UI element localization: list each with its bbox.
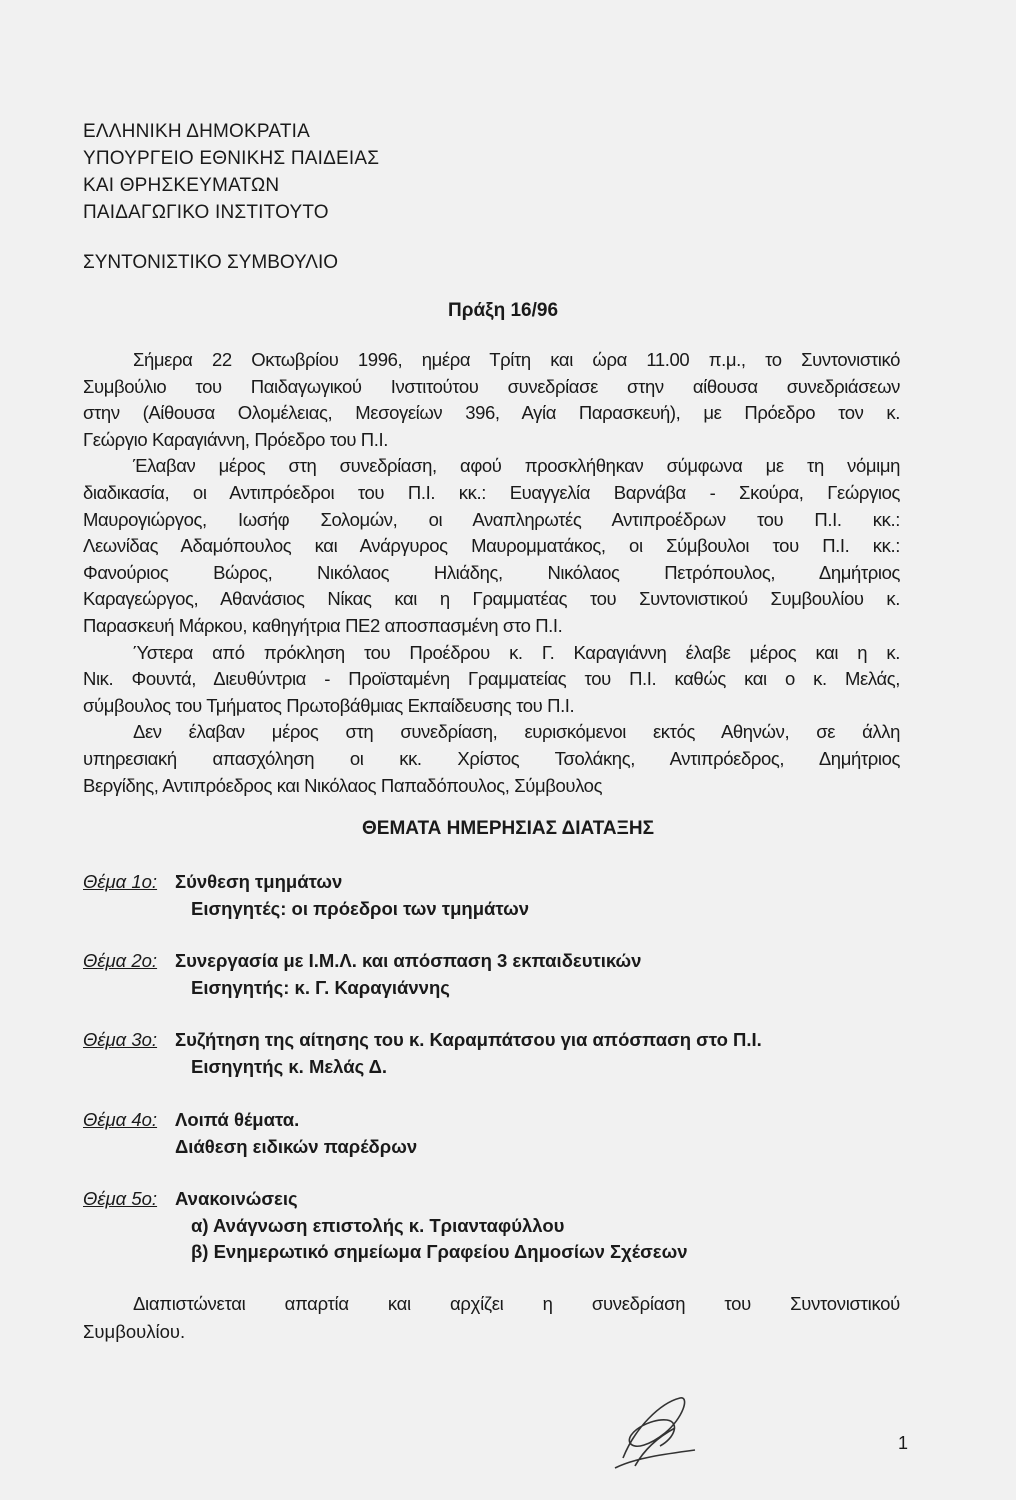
agenda-topic bbox=[83, 1186, 688, 1266]
signature bbox=[605, 1388, 705, 1478]
closing-line: Συμβουλίου. bbox=[83, 1321, 186, 1342]
body-line: Βεργίδης, Αντιπρόεδρος και Νικόλαος Παπαδόπουλος, Σύμβουλος bbox=[83, 774, 603, 796]
letterhead-line: ΚΑΙ ΘΡΗΣΚΕΥΜΑΤΩΝ bbox=[83, 175, 280, 196]
body-line: διαδικασία, οι Αντιπρόεδροι του Π.Ι. κκ.: Ευαγγελία Βαρνάβα - Σκούρα, Γεώργιος bbox=[83, 481, 900, 503]
topic-label: Θέμα 4ο: bbox=[83, 1109, 158, 1130]
topic-label: Θέμα 1ο: bbox=[83, 871, 158, 892]
body-line: Συμβούλιο του Παιδαγωγικού Ινστιτούτου συνεδρίασε στην αίθουσα συνεδριάσεων bbox=[83, 375, 900, 397]
closing-line: Διαπιστώνεται απαρτία και αρχίζει η συνεδρίαση του Συντονιστικού bbox=[133, 1293, 900, 1314]
agenda-topic bbox=[83, 1107, 417, 1160]
body-line: υπηρεσιακή απασχόληση οι κκ. Χρίστος Τσολάκης, Αντιπρόεδρος, Δημήτριος bbox=[83, 747, 900, 769]
body-line: Παρασκευή Μάρκου, καθηγήτρια ΠΕ2 αποσπασμένη στο Π.Ι. bbox=[83, 614, 563, 636]
topic-subline: Εισηγητής: κ. Γ. Καραγιάννης bbox=[191, 976, 450, 998]
closing-paragraph bbox=[83, 1290, 900, 1346]
minutes-body bbox=[83, 347, 900, 799]
topic-title: Ανακοινώσεις bbox=[175, 1188, 298, 1209]
agenda-title: ΘΕΜΑΤΑ ΗΜΕΡΗΣΙΑΣ ΔΙΑΤΑΞΗΣ bbox=[362, 818, 654, 839]
page-number: 1 bbox=[898, 1433, 909, 1453]
body-line: Γεώργιο Καραγιάννη, Πρόεδρο του Π.Ι. bbox=[83, 428, 388, 450]
topic-title: Λοιπά θέματα. bbox=[175, 1109, 300, 1130]
agenda-topic bbox=[83, 869, 529, 922]
body-line: Ύστερα από πρόκληση του Προέδρου κ. Γ. Καραγιάννη έλαβε μέρος και η κ. bbox=[133, 641, 900, 663]
topic-label: Θέμα 3ο: bbox=[83, 1029, 158, 1050]
body-line: Μαυρογιώργος, Ιωσήφ Σολομών, οι Αναπληρωτές Αντιπροέδρων του Π.Ι. κκ.: bbox=[83, 508, 900, 530]
letterhead-line: ΠΑΙΔΑΓΩΓΙΚΟ ΙΝΣΤΙΤΟΥΤΟ bbox=[83, 202, 329, 223]
agenda-topic bbox=[83, 948, 641, 1001]
body-line: στην (Αίθουσα Ολομέλειας, Μεσογείων 396, Αγία Παρασκευή), με Πρόεδρο τον κ. bbox=[83, 402, 900, 424]
body-line: Έλαβαν μέρος στη συνεδρίαση, αφού προσκλήθηκαν σύμφωνα με τη νόμιμη bbox=[133, 455, 900, 477]
body-line: Δεν έλαβαν μέρος στη συνεδρίαση, ευρισκόμενοι εκτός Αθηνών, σε άλλη bbox=[133, 721, 900, 743]
body-line: Λεωνίδας Αδαμόπουλος και Ανάργυρος Μαυρομματάκος, οι Σύμβουλοι του Π.Ι. κκ.: bbox=[83, 535, 900, 557]
letterhead-line: ΥΠΟΥΡΓΕΙΟ ΕΘΝΙΚΗΣ ΠΑΙΔΕΙΑΣ bbox=[83, 148, 380, 169]
topic-title: Συνεργασία με Ι.Μ.Λ. και απόσπαση 3 εκπαιδευτικών bbox=[175, 950, 642, 971]
agenda-topic bbox=[83, 1027, 762, 1080]
letterhead bbox=[83, 118, 379, 226]
topic-subline: β) Ενημερωτικό σημείωμα Γραφείου Δημοσίων Σχέσεων bbox=[191, 1241, 688, 1262]
act-number-text: Πράξη 16/96 bbox=[447, 300, 559, 321]
topic-subline: α) Ανάγνωση επιστολής κ. Τριανταφύλλου bbox=[191, 1214, 565, 1236]
topic-subline: Εισηγητής κ. Μελάς Δ. bbox=[191, 1055, 388, 1077]
topic-title: Συζήτηση της αίτησης του κ. Καραμπάτσου για απόσπαση στο Π.Ι. bbox=[175, 1029, 762, 1050]
topic-subline: Διάθεση ειδικών παρέδρων bbox=[175, 1135, 418, 1157]
topic-label: Θέμα 5ο: bbox=[83, 1188, 158, 1209]
topic-label: Θέμα 2ο: bbox=[83, 950, 158, 971]
topic-subline: Εισηγητές: οι πρόεδροι των τμημάτων bbox=[191, 897, 530, 919]
council-name: ΣΥΝΤΟΝΙΣΤΙΚΟ ΣΥΜΒΟΥΛΙΟ bbox=[83, 252, 339, 273]
body-line: Καραγεώργος, Αθανάσιος Νίκας και η Γραμματέας του Συντονιστικού Συμβουλίου κ. bbox=[83, 588, 900, 610]
body-line: σύμβουλος του Τμήματος Πρωτοβάθμιας Εκπαίδευσης του Π.Ι. bbox=[83, 694, 575, 716]
body-line: Φανούριος Βώρος, Νικόλαος Ηλιάδης, Νικόλαος Πετρόπουλος, Δημήτριος bbox=[83, 561, 900, 583]
letterhead-line: ΕΛΛΗΝΙΚΗ ΔΗΜΟΚΡΑΤΙΑ bbox=[83, 121, 310, 142]
act-number bbox=[0, 300, 1016, 322]
topic-title: Σύνθεση τμημάτων bbox=[175, 871, 343, 892]
body-line: Σήμερα 22 Οκτωβρίου 1996, ημέρα Τρίτη και ώρα 11.00 π.μ., το Συντονιστικό bbox=[133, 349, 900, 370]
body-line: Νικ. Φουντά, Διευθύντρια - Προϊσταμένη Γραμματείας του Π.Ι. καθώς και ο κ. Μελάς, bbox=[83, 668, 900, 690]
